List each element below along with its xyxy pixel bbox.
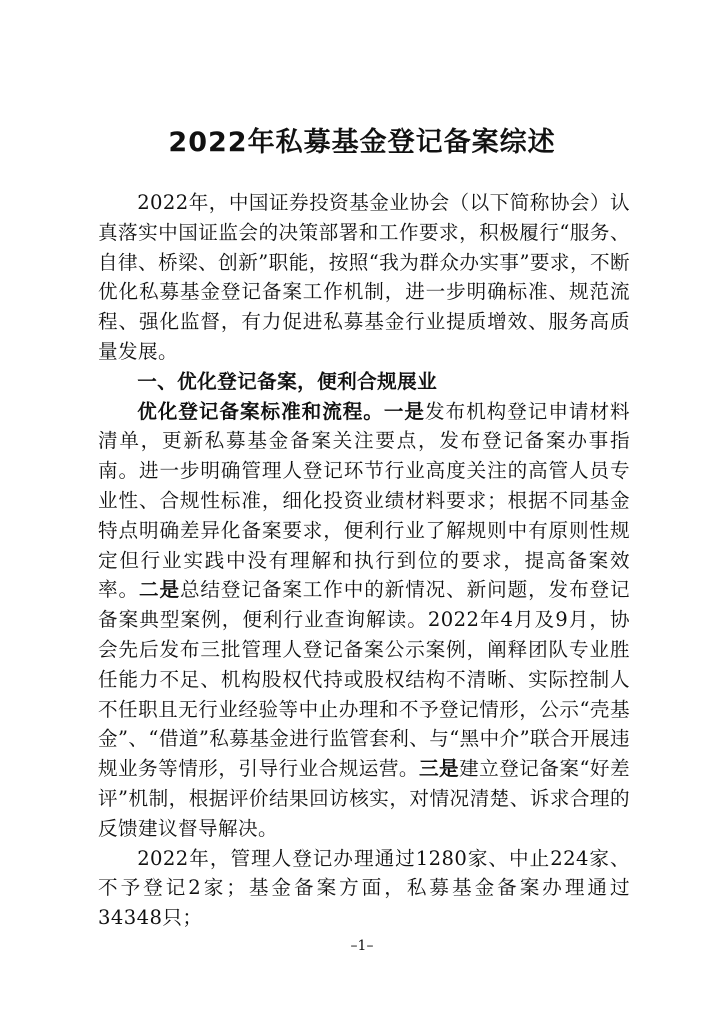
point-marker-3: 三是 [418,757,460,781]
section-heading: 一、优化登记备案，便利合规展业 [137,369,438,393]
stats-paragraph: 2022年，管理人登记办理通过1280家、中止224家、不予登记2家；基金备案方面，私募基金备案办理通过34348只； [98,846,630,930]
point-marker-2: 二是 [138,578,180,602]
page-number: –1– [350,938,374,954]
section-paragraph [98,397,630,844]
intro-paragraph: 2022年，中国证券投资基金业协会（以下简称协会）认真落实中国证监会的决策部署和工作要求，积极履行“服务、自律、桥梁、创新”职能，按照“我为群众办实事”要求，不断优化私募基金登记备案工作机制，进一步明确标准、规范流程、强化监督，有力促进私募基金行业提质增效、服务高质量发展。 [98,191,630,363]
page-title: 2022年私募基金登记备案综述 [168,127,556,158]
paragraph-lead: 优化登记备案标准和流程。 [137,399,384,423]
point-text-3: 建立登记备案“好差评”机制，根据评价结果回访核实，对情况清楚、诉求合理的反馈建议督导解决。 [98,757,630,840]
point-text-2: 总结登记备案工作中的新情况、新问题，发布登记备案典型案例，便利行业查询解读。2022年4月及9月，协会先后发布三批管理人登记备案公示案例，阐释团队专业胜任能力不足、机构股权代持或股权结构不清晰、实际控制人不任职且无行业经验等中止办理和不予登记情形，公示“壳基金”、“借道”私募基金进行监管套利、与“黑中介”联合开展违规业务等情形，引导行业合规运营。 [98,578,630,781]
point-text-1: 发布机构登记申请材料清单，更新私募基金备案关注要点，发布登记备案办事指南。进一步明确管理人登记环节行业高度关注的高管人员专业性、合规性标准，细化投资业绩材料要求；根据不同基金特点明确差异化备案要求，便利行业了解规则中有原则性规定但行业实践中没有理解和执行到位的要求，提高备案效率。 [98,399,630,602]
document-body [98,188,630,933]
point-marker-1: 一是 [383,399,425,423]
